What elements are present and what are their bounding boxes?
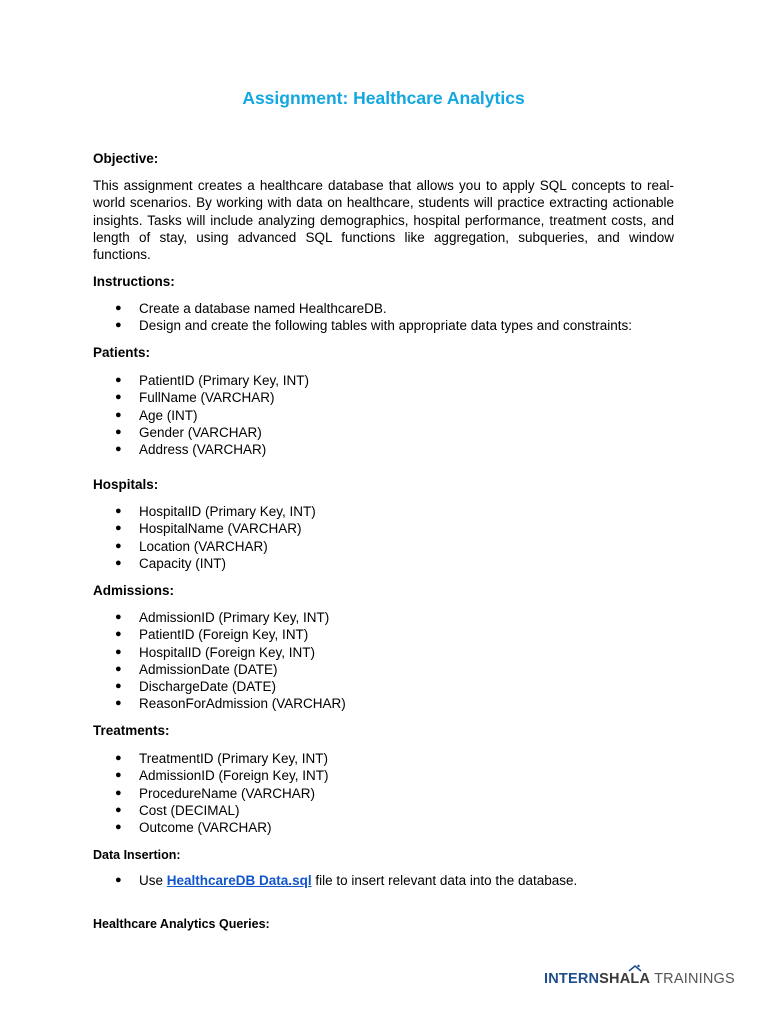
bullet-icon: ● xyxy=(115,302,122,314)
bullet-icon: ● xyxy=(115,786,122,799)
list-item: ● AdmissionDate (DATE) xyxy=(115,661,278,677)
logo-text: INTERNSHALA TRAININGS xyxy=(544,971,735,987)
bullet-icon: ● xyxy=(115,645,122,658)
bullet-icon: ● xyxy=(115,556,122,569)
list-item: ● Design and create the following tables with appropriate data types and constraints: xyxy=(115,318,633,334)
healthcaredb-data-link[interactable]: HealthcareDB Data.sql xyxy=(166,873,312,888)
bullet-icon: ● xyxy=(115,628,122,641)
bullet-icon: ● xyxy=(115,408,122,421)
bullet-icon: ● xyxy=(115,522,122,535)
list-item: ● Create a database named HealthcareDB. xyxy=(115,301,387,316)
objective-paragraph: This assignment creates a healthcare database that allows you to apply SQL concepts to real-world scenarios. By working with data on healthcare, students will practice extracting actionable insights. Tasks will include analyzing demographics, hospital performance, treatment costs, and length of stay, using advanced SQL functions like aggregation, subqueries, and window functions. xyxy=(93,178,674,263)
list-item: ● PatientID (Primary Key, INT) xyxy=(115,373,310,388)
treatments-list xyxy=(93,750,674,836)
list-item: ● Age (INT) xyxy=(115,407,198,423)
list-item: ● PatientID (Foreign Key, INT) xyxy=(115,627,309,643)
list-item: ● Address (VARCHAR) xyxy=(115,442,267,458)
admissions-heading: Admissions: xyxy=(93,583,175,598)
list-item: ● Use HealthcareDB Data.sql file to insert relevant data into the database. xyxy=(115,873,578,888)
list-item: ● DischargeDate (DATE) xyxy=(115,679,277,695)
admissions-list xyxy=(93,609,674,713)
patients-heading: Patients: xyxy=(93,345,151,360)
list-item: ● Gender (VARCHAR) xyxy=(115,424,262,440)
bullet-icon: ● xyxy=(115,443,122,456)
instructions-heading: Instructions: xyxy=(93,274,175,289)
queries-heading: Healthcare Analytics Queries: xyxy=(93,917,270,931)
hospitals-heading: Hospitals: xyxy=(93,477,159,492)
bullet-icon: ● xyxy=(115,539,122,552)
list-item: ● AdmissionID (Foreign Key, INT) xyxy=(115,768,329,784)
data-insertion-heading: Data Insertion: xyxy=(93,848,181,862)
treatments-heading: Treatments: xyxy=(93,723,170,738)
document-title: Assignment: Healthcare Analytics xyxy=(242,88,525,108)
list-item: ● HospitalID (Primary Key, INT) xyxy=(115,504,316,519)
bullet-icon: ● xyxy=(115,821,122,834)
list-item: ● ReasonForAdmission (VARCHAR) xyxy=(115,696,346,712)
list-item: ● FullName (VARCHAR) xyxy=(115,390,275,406)
list-item: ● Cost (DECIMAL) xyxy=(115,802,240,818)
list-item: ● Capacity (INT) xyxy=(115,555,227,571)
bullet-icon: ● xyxy=(115,374,122,386)
list-item: ● ProcedureName (VARCHAR) xyxy=(115,785,316,801)
bullet-icon: ● xyxy=(115,697,122,710)
bullet-icon: ● xyxy=(115,803,122,816)
list-item: ● TreatmentID (Primary Key, INT) xyxy=(115,751,329,766)
internshala-trainings-logo xyxy=(544,964,734,994)
bullet-icon: ● xyxy=(115,425,122,438)
list-item: ● HospitalName (VARCHAR) xyxy=(115,521,302,537)
bullet-icon: ● xyxy=(115,391,122,404)
list-item: ● Location (VARCHAR) xyxy=(115,538,268,554)
bullet-icon: ● xyxy=(115,611,122,623)
instructions-list xyxy=(93,300,674,335)
objective-heading: Objective: xyxy=(93,151,159,166)
list-item: ● Outcome (VARCHAR) xyxy=(115,820,272,836)
bullet-icon: ● xyxy=(115,662,122,675)
patients-list xyxy=(93,372,674,458)
document-page xyxy=(93,0,674,1024)
bullet-icon: ● xyxy=(115,874,122,886)
bullet-icon: ● xyxy=(115,505,122,517)
bullet-icon: ● xyxy=(115,769,122,782)
bullet-icon: ● xyxy=(115,680,122,693)
bullet-icon: ● xyxy=(115,752,122,764)
list-item: ● AdmissionID (Primary Key, INT) xyxy=(115,610,330,625)
list-item: ● HospitalID (Foreign Key, INT) xyxy=(115,644,316,660)
hospitals-list xyxy=(93,503,674,572)
data-insertion-list xyxy=(93,872,674,889)
bullet-icon: ● xyxy=(115,319,122,332)
